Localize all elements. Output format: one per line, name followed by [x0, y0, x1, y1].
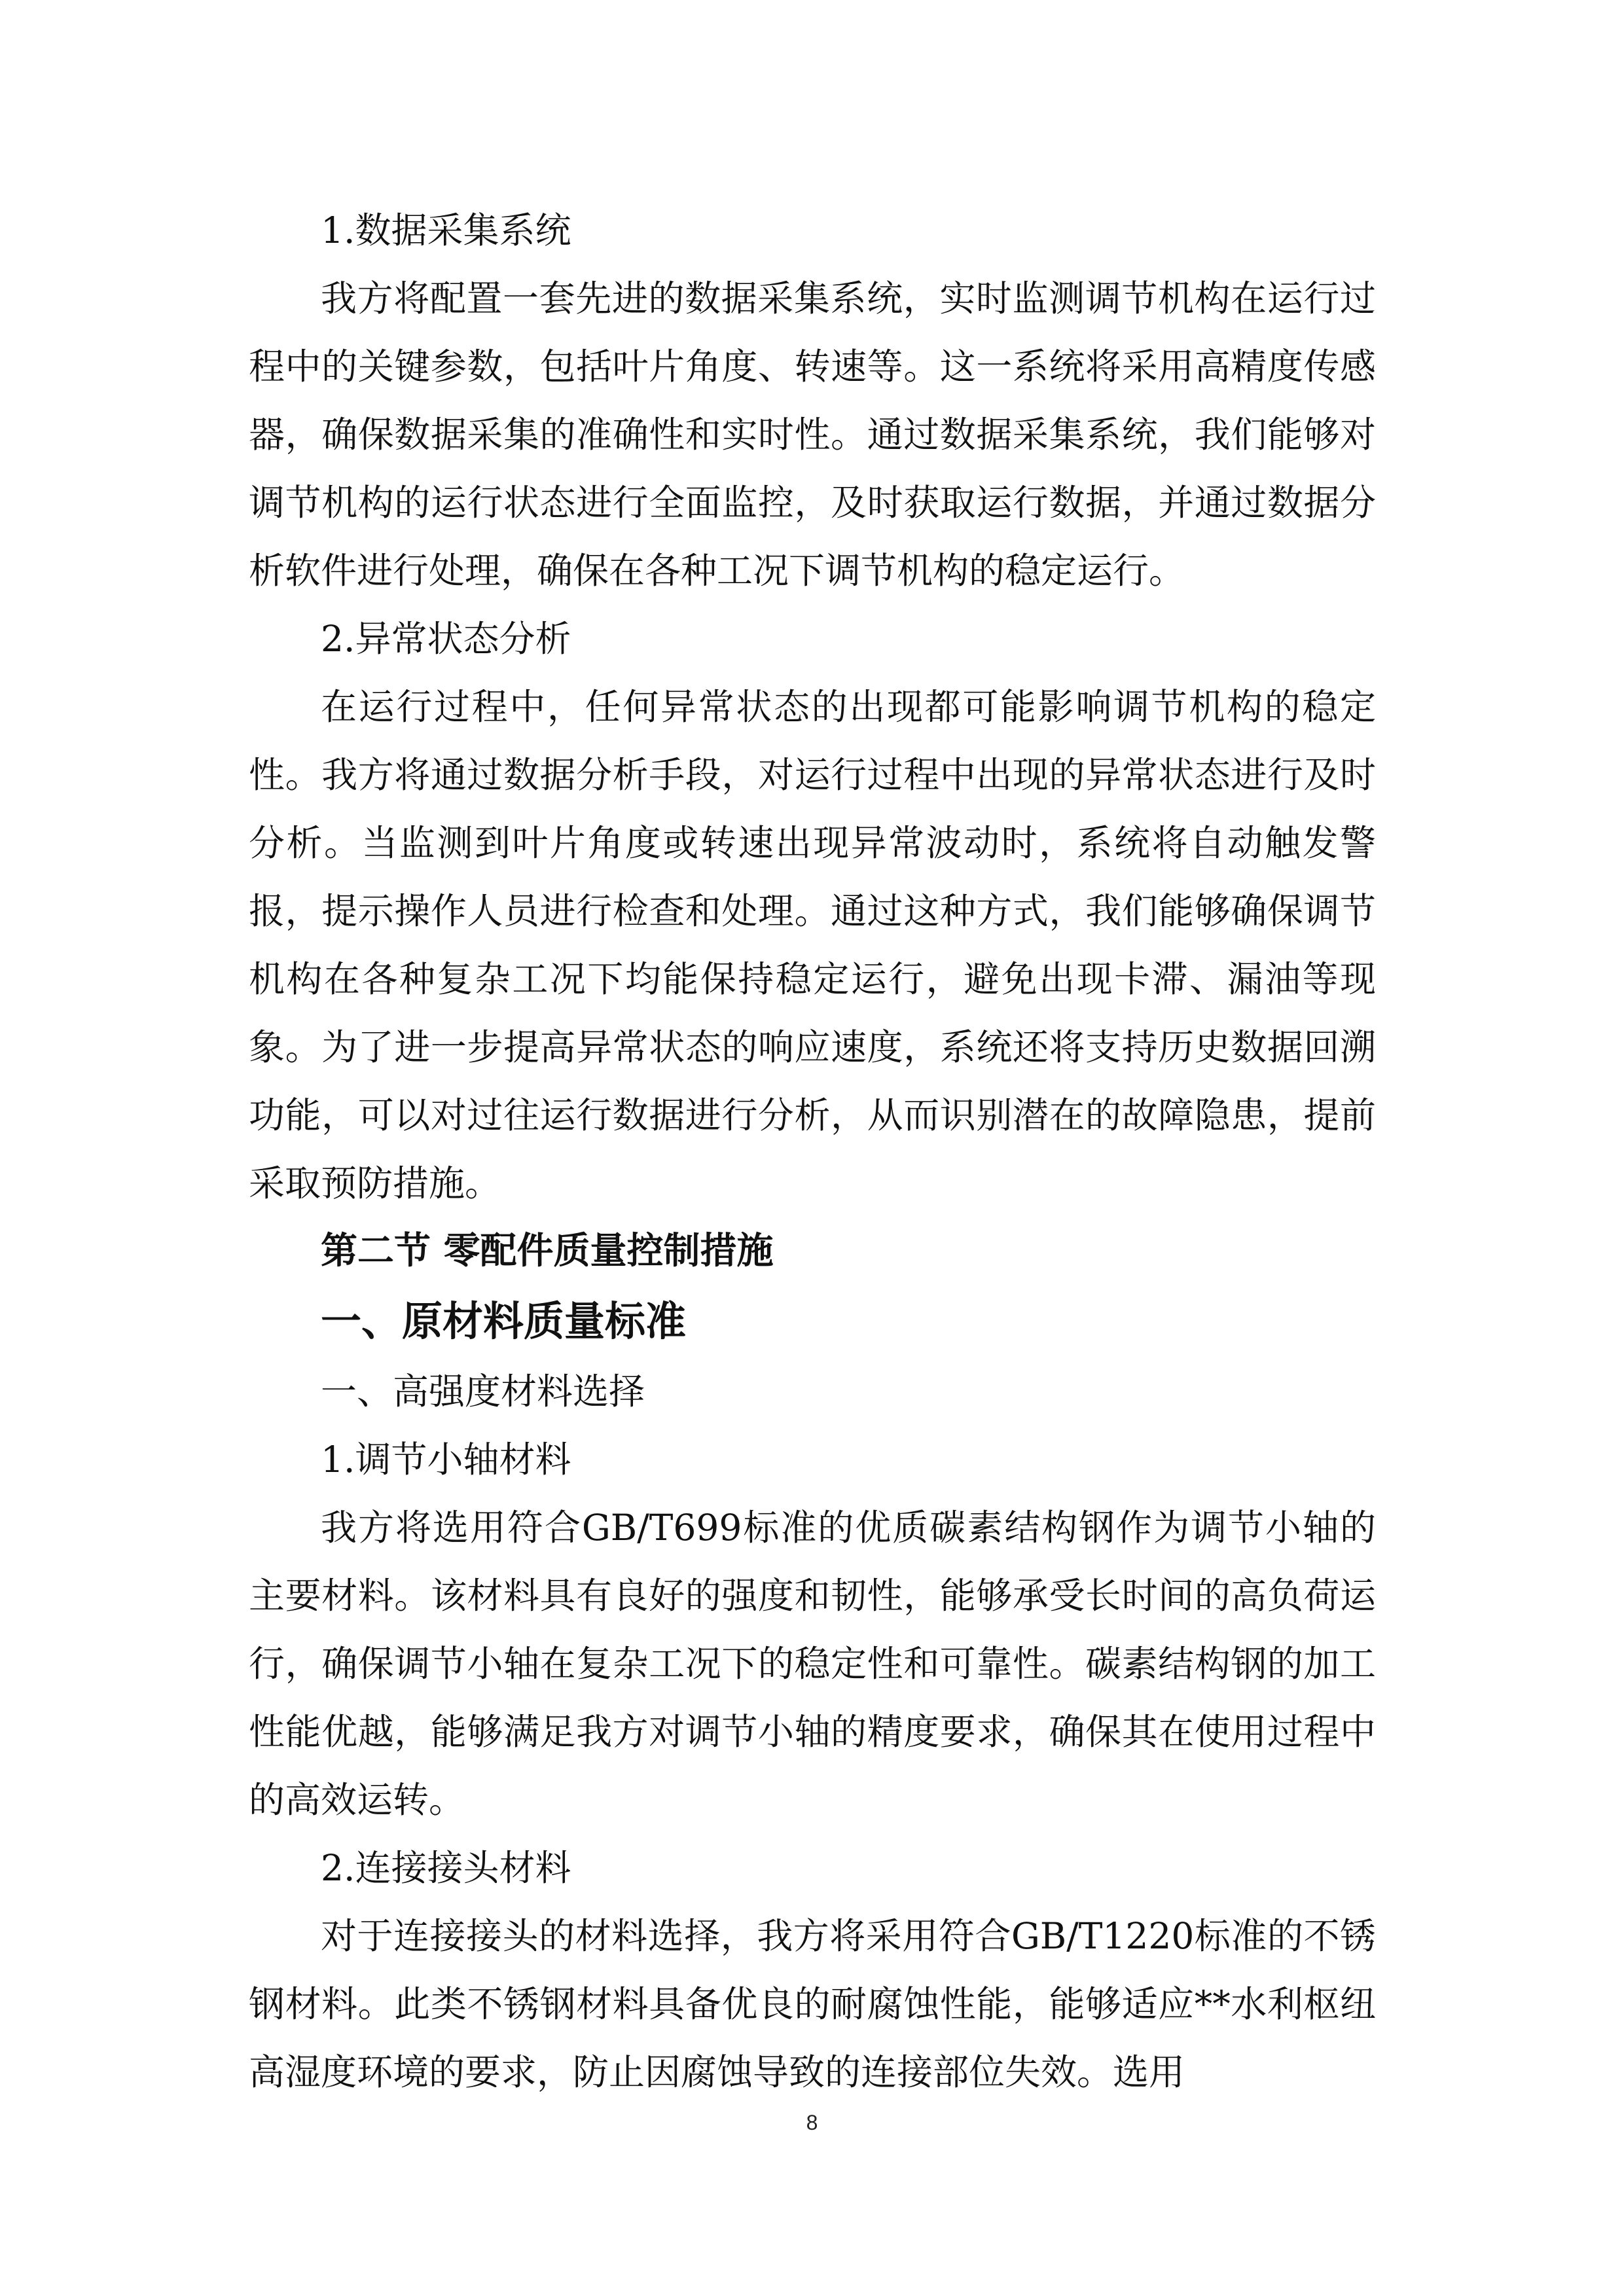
paragraph-anomaly-analysis: 在运行过程中，任何异常状态的出现都可能影响调节机构的稳定性。我方将通过数据分析手段，对运行过程中出现的异常状态进行及时分析。当监测到叶片角度或转速出现异常波动时，系统将自动触发警报，提示操作人员进行检查和处理。通过这种方式，我们能够确保调节机构在各种复杂工况下均能保持稳定运行，避免出现卡滞、漏油等现象。为了进一步提高异常状态的响应速度，系统还将支持历史数据回溯功能，可以对过往运行数据进行分析，从而识别潜在的故障隐患，提前采取预防措施。	[249, 686, 1376, 1204]
heading-joint-material: 2.连接接头材料	[321, 1847, 571, 1889]
heading-shaft-material: 1.调节小轴材料	[321, 1439, 571, 1480]
paragraph-data-collection: 我方将配置一套先进的数据采集系统，实时监测调节机构在运行过程中的关键参数，包括叶片角度、转速等。这一系统将采用高精度传感器，确保数据采集的准确性和实时性。通过数据采集系统，我们能够对调节机构的运行状态进行全面监控，及时获取运行数据，并通过数据分析软件进行处理，确保在各种工况下调节机构的稳定运行。	[249, 278, 1376, 592]
paragraph-shaft-material: 我方将选用符合GB/T699标准的优质碳素结构钢作为调节小轴的主要材料。该材料具有良好的强度和韧性，能够承受长时间的高负荷运行，确保调节小轴在复杂工况下的稳定性和可靠性。碳素结构钢的加工性能优越，能够满足我方对调节小轴的精度要求，确保其在使用过程中的高效运转。	[249, 1507, 1376, 1821]
subsection-title: 一、原材料质量标准	[321, 1297, 687, 1345]
heading-data-collection: 1.数据采集系统	[321, 209, 571, 251]
heading-high-strength-materials: 一、高强度材料选择	[321, 1371, 645, 1412]
section-title: 第二节 零配件质量控制措施	[321, 1230, 774, 1272]
document-body	[249, 196, 1376, 2106]
heading-anomaly-analysis: 2.异常状态分析	[321, 618, 571, 660]
paragraph-joint-material: 对于连接接头的材料选择，我方将采用符合GB/T1220标准的不锈钢材料。此类不锈钢材料具备优良的耐腐蚀性能，能够适应**水利枢纽高湿度环境的要求，防止因腐蚀导致的连接部位失效。选用	[249, 1915, 1376, 2093]
page-number: 8	[806, 2111, 818, 2134]
